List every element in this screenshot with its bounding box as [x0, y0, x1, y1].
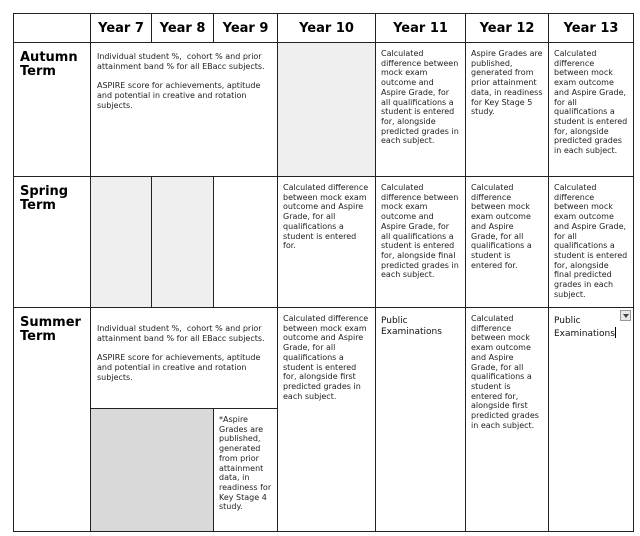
- summer-year-11-cell: Public Examinations: [375, 307, 466, 532]
- spring-year-9-empty: [213, 176, 278, 308]
- autumn-year-13-cell: Calculated difference between mock exam outcome and Aspire Grade, for all qualifications a student is entered for, alongside predicted grades in each subject.: [548, 42, 634, 177]
- header-year-7: Year 7: [90, 13, 152, 43]
- summer-year-9-note: *Aspire Grades are published, generated from prior attainment data, in readiness for Key Stage 4 study.: [213, 408, 278, 532]
- summer-year-7-8-empty: [90, 408, 214, 532]
- header-year-10: Year 10: [277, 13, 376, 43]
- assessment-timeline-table: [13, 13, 634, 532]
- dropdown-arrow-icon[interactable]: [620, 310, 631, 321]
- term-label-spring: Spring Term: [13, 176, 91, 308]
- header-year-12: Year 12: [465, 13, 549, 43]
- spring-year-11-cell: Calculated difference between mock exam outcome and Aspire Grade, for all qualifications a student is entered for, alongside final predicted grades in each subject.: [375, 176, 466, 308]
- spring-year-13-cell: Calculated difference between mock exam outcome and Aspire Grade, for all qualifications a student is entered for, alongside final predicted grades in each subject.: [548, 176, 634, 308]
- spring-year-8-empty: [151, 176, 214, 308]
- autumn-year-12-cell: Aspire Grades are published, generated from prior attainment data, in readiness for Key Stage 5 study.: [465, 42, 549, 177]
- term-label-autumn: Autumn Term: [13, 42, 91, 177]
- header-year-8: Year 8: [151, 13, 214, 43]
- summer-year-13-cell[interactable]: [548, 307, 634, 532]
- summer-year-12-cell: Calculated difference between mock exam outcome and Aspire Grade, for all qualifications a student is entered for, alongside first predicted grades in each subject.: [465, 307, 549, 532]
- summer-year-13-text[interactable]: Public Examinations: [554, 316, 615, 339]
- header-year-13: Year 13: [548, 13, 634, 43]
- spring-year-7-empty: [90, 176, 152, 308]
- spring-year-10-cell: Calculated difference between mock exam outcome and Aspire Grade, for all qualifications a student is entered for.: [277, 176, 376, 308]
- header-corner: [13, 13, 91, 43]
- autumn-ks3-cell: Individual student %, cohort % and prior attainment band % for all EBacc subjects. ASPIRE score for achievements, aptitude and potential in creative and rotation subjects.: [90, 42, 278, 177]
- header-year-11: Year 11: [375, 13, 466, 43]
- term-label-summer: Summer Term: [13, 307, 91, 532]
- summer-year-10-cell: Calculated difference between mock exam outcome and Aspire Grade, for all qualifications a student is entered for, alongside first predicted grades in each subject.: [277, 307, 376, 532]
- text-cursor: [615, 327, 616, 338]
- summer-ks3-cell: Individual student %, cohort % and prior attainment band % for all EBacc subjects. ASPIRE score for achievements, aptitude and potential in creative and rotation subjects.: [90, 307, 278, 409]
- autumn-year-11-cell: Calculated difference between mock exam outcome and Aspire Grade, for all qualifications a student is entered for, alongside predicted grades in each subject.: [375, 42, 466, 177]
- autumn-year-10-empty: [277, 42, 376, 177]
- header-year-9: Year 9: [213, 13, 278, 43]
- spring-year-12-cell: Calculated difference between mock exam outcome and Aspire Grade, for all qualifications a student is entered for.: [465, 176, 549, 308]
